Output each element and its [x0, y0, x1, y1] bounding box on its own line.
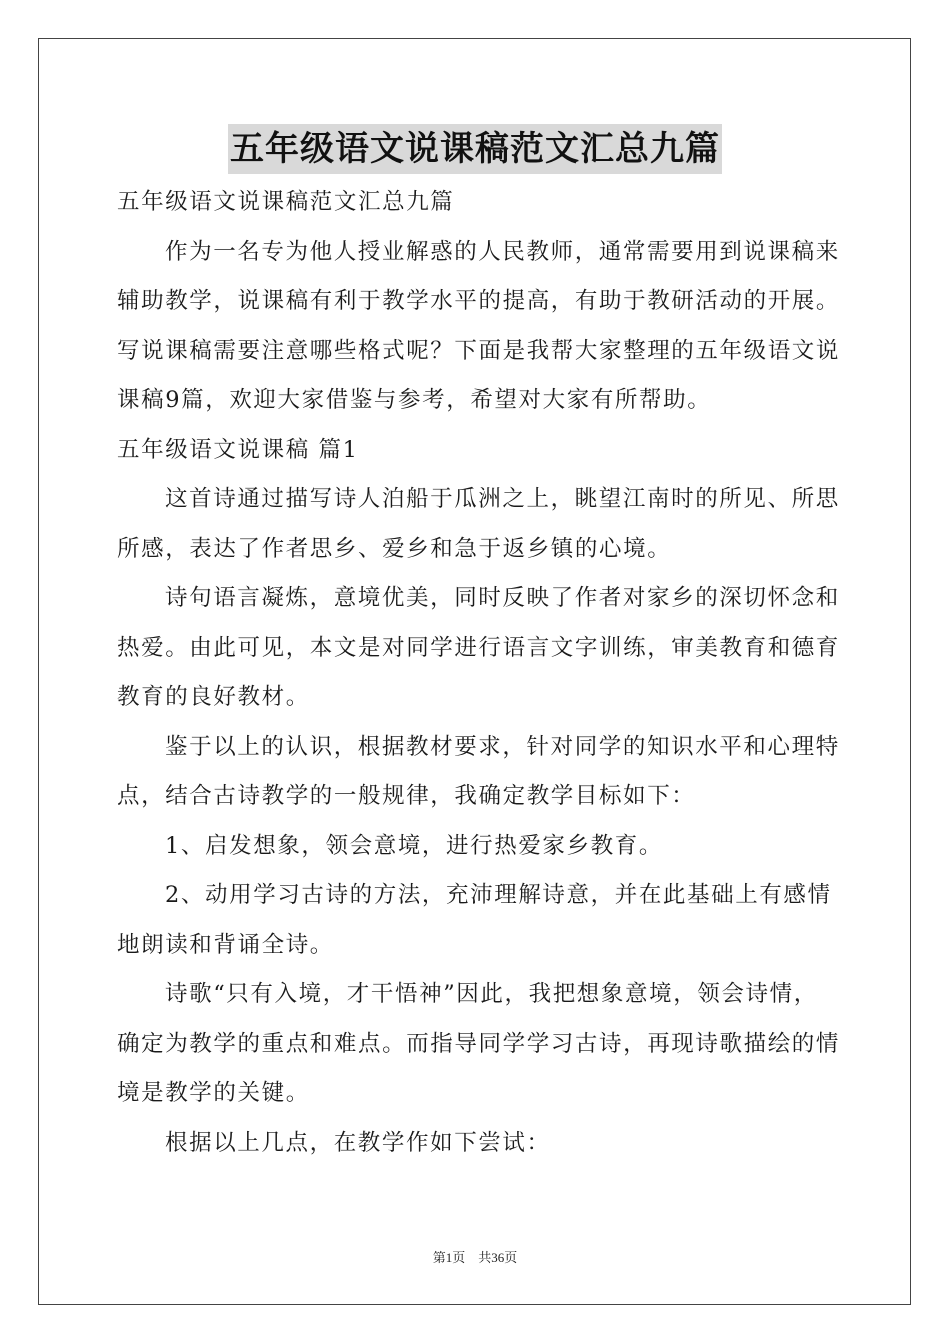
list-item-line: 2、动用学习古诗的方法，充沛理解诗意，并在此基础上有感情	[165, 882, 832, 908]
subtitle-line: 五年级语文说课稿范文汇总九篇	[117, 189, 455, 215]
paragraph-line: 诗句语言凝炼，意境优美，同时反映了作者对家乡的深切怀念和	[165, 585, 840, 611]
section-heading: 五年级语文说课稿 篇1	[117, 436, 359, 463]
paragraph-line: 这首诗通过描写诗人泊船于瓜洲之上，眺望江南时的所见、所思	[165, 486, 840, 512]
list-item-line: 地朗读和背诵全诗。	[117, 931, 334, 958]
document-title-container	[0, 124, 950, 174]
document-body	[117, 178, 841, 1168]
paragraph-line: 作为一名专为他人授业解惑的人民教师，通常需要用到说课稿来	[165, 238, 840, 265]
paragraph-line: 点，结合古诗教学的一般规律，我确定教学目标如下：	[117, 783, 696, 809]
page-number-footer: 第1页 共36页	[432, 1250, 518, 1265]
paragraph-line: 诗歌“只有入境，才干悟神”因此，我把想象意境，领会诗情，	[165, 981, 818, 1007]
paragraph-line: 辅助教学，说课稿有利于教学水平的提高，有助于教研活动的开展。	[117, 288, 841, 314]
paragraph-line: 课稿9篇，欢迎大家借鉴与参考，希望对大家有所帮助。	[117, 387, 712, 413]
paragraph-line: 境是教学的关键。	[117, 1080, 310, 1106]
paragraph-line: 所感，表达了作者思乡、爱乡和急于返乡镇的心境。	[117, 535, 672, 562]
paragraph-line: 写说课稿需要注意哪些格式呢？下面是我帮大家整理的五年级语文说	[117, 337, 841, 364]
paragraph-line: 热爱。由此可见，本文是对同学进行语言文字训练，审美教育和德育	[117, 634, 841, 661]
paragraph-line: 教育的良好教材。	[117, 684, 310, 710]
document-title: 五年级语文说课稿范文汇总九篇	[228, 124, 722, 174]
list-item-line: 1、启发想象，领会意境，进行热爱家乡教育。	[165, 832, 663, 859]
paragraph-line: 根据以上几点，在教学作如下尝试：	[165, 1129, 551, 1156]
paragraph-line: 确定为教学的重点和难点。而指导同学学习古诗，再现诗歌描绘的情	[117, 1030, 841, 1057]
paragraph-line: 鉴于以上的认识，根据教材要求，针对同学的知识水平和心理特	[165, 733, 840, 760]
